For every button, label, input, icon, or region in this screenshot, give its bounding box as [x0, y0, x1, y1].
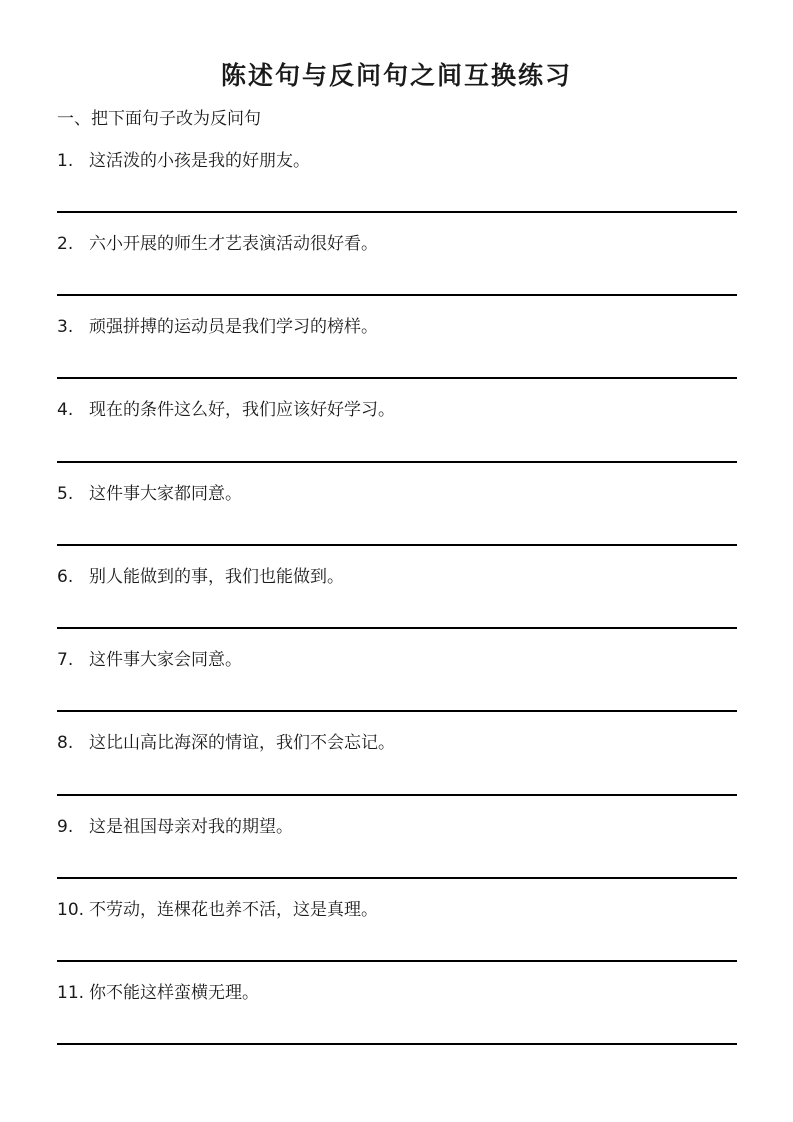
question-8: [57, 729, 737, 757]
question-number: 5.: [57, 484, 74, 504]
answer-line-7[interactable]: [57, 710, 737, 712]
question-text: 现在的条件这么好，我们应该好好学习。: [89, 400, 395, 420]
question-number: 11.: [57, 983, 85, 1003]
question-9: [57, 813, 737, 841]
answer-line-4[interactable]: [57, 461, 737, 463]
question-4: [57, 396, 737, 424]
question-number: 2.: [57, 234, 74, 254]
answer-line-1[interactable]: [57, 211, 737, 213]
question-number: 8.: [57, 733, 74, 753]
section-heading: 一、把下面句子改为反问句: [57, 109, 261, 129]
question-text: 六小开展的师生才艺表演活动很好看。: [89, 234, 378, 254]
question-5: [57, 480, 737, 508]
question-1: [57, 147, 737, 175]
question-text: 这件事大家都同意。: [89, 484, 242, 504]
question-10: [57, 896, 737, 924]
question-2: [57, 230, 737, 258]
question-6: [57, 563, 737, 591]
question-number: 7.: [57, 650, 74, 670]
answer-line-8[interactable]: [57, 794, 737, 796]
question-number: 9.: [57, 817, 74, 837]
question-number: 10.: [57, 900, 85, 920]
question-text: 不劳动，连棵花也养不活，这是真理。: [89, 900, 378, 920]
question-number: 3.: [57, 317, 74, 337]
question-text: 这比山高比海深的情谊，我们不会忘记。: [89, 733, 395, 753]
question-text: 你不能这样蛮横无理。: [89, 983, 259, 1003]
answer-line-11[interactable]: [57, 1043, 737, 1045]
answer-line-5[interactable]: [57, 544, 737, 546]
answer-line-2[interactable]: [57, 294, 737, 296]
question-11: [57, 979, 737, 1007]
question-number: 1.: [57, 151, 74, 171]
answer-line-9[interactable]: [57, 877, 737, 879]
question-text: 这件事大家会同意。: [89, 650, 242, 670]
question-text: 别人能做到的事，我们也能做到。: [89, 567, 344, 587]
question-number: 6.: [57, 567, 74, 587]
question-number: 4.: [57, 400, 74, 420]
question-7: [57, 646, 737, 674]
page-title: 陈述句与反问句之间互换练习: [220, 61, 572, 90]
question-3: [57, 313, 737, 341]
question-text: 顽强拼搏的运动员是我们学习的榜样。: [89, 317, 378, 337]
answer-line-6[interactable]: [57, 627, 737, 629]
answer-line-10[interactable]: [57, 960, 737, 962]
question-text: 这是祖国母亲对我的期望。: [89, 817, 293, 837]
answer-line-3[interactable]: [57, 377, 737, 379]
question-text: 这活泼的小孩是我的好朋友。: [89, 151, 310, 171]
